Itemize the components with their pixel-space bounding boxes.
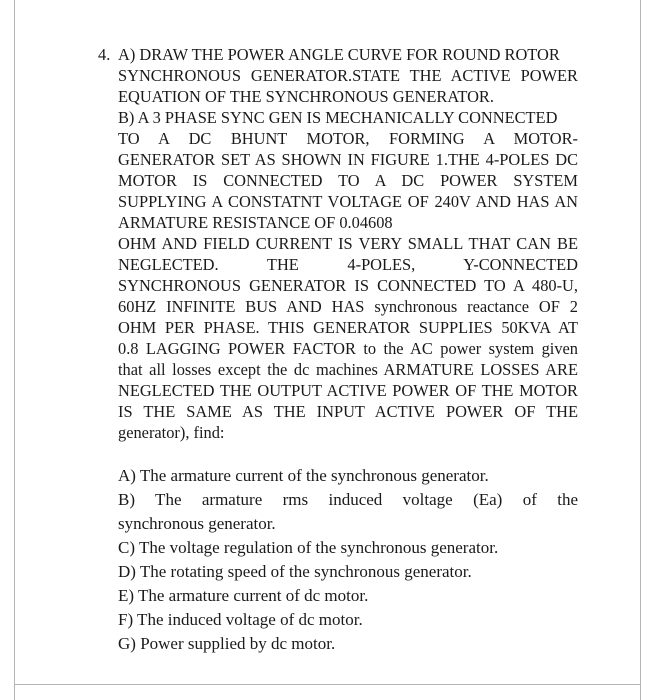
subquestion-f: F) The induced voltage of dc motor. <box>118 610 363 629</box>
subquestion-a: A) The armature current of the synchronous generator. <box>118 466 489 485</box>
question-line: SUPPLYING A CONSTATNT VOLTAGE OF 240V AND HAS AN <box>118 192 578 211</box>
question-line: OHM AND FIELD CURRENT IS VERY SMALL THAT CAN BE <box>118 234 578 253</box>
subquestion-b-continued: synchronous generator. <box>118 514 276 533</box>
page-border-bottom <box>14 684 641 685</box>
question-line: B) A 3 PHASE SYNC GEN IS MECHANICALLY CONNECTED <box>118 108 558 127</box>
question-line: EQUATION OF THE SYNCHRONOUS GENERATOR. <box>118 87 494 106</box>
question-line: generator), find: <box>118 423 225 442</box>
question-body <box>118 44 578 656</box>
question-number: 4. <box>98 45 111 64</box>
question-line: ARMATURE RESISTANCE OF 0.04608 <box>118 213 393 232</box>
question-line: GENERATOR SET AS SHOWN IN FIGURE 1.THE 4-POLES DC <box>118 150 578 169</box>
subquestion-d: D) The rotating speed of the synchronous generator. <box>118 562 472 581</box>
page-border-right <box>640 0 641 700</box>
question-line: A) DRAW THE POWER ANGLE CURVE FOR ROUND ROTOR <box>118 45 560 64</box>
subquestion-c: C) The voltage regulation of the synchronous generator. <box>118 538 499 557</box>
question-line: MOTOR IS CONNECTED TO A DC POWER SYSTEM <box>118 171 578 190</box>
subquestion-b: B) The armature rms induced voltage (Ea) of the <box>118 490 578 509</box>
subquestion-g: G) Power supplied by dc motor. <box>118 634 336 653</box>
question-line: that all losses except the dc machines ARMATURE LOSSES ARE <box>118 360 578 379</box>
page-border-left <box>14 0 15 700</box>
question-line: IS THE SAME AS THE INPUT ACTIVE POWER OF THE <box>118 402 578 421</box>
paragraph-gap <box>118 443 578 464</box>
subquestion-e: E) The armature current of dc motor. <box>118 586 369 605</box>
question-line: 60HZ INFINITE BUS AND HAS synchronous reactance OF 2 <box>118 297 578 316</box>
question-line: NEGLECTED. THE 4-POLES, Y-CONNECTED <box>118 255 578 274</box>
question-line: 0.8 LAGGING POWER FACTOR to the AC power system given <box>118 339 578 358</box>
question-line: OHM PER PHASE. THIS GENERATOR SUPPLIES 50KVA AT <box>118 318 578 337</box>
question-line: TO A DC BHUNT MOTOR, FORMING A MOTOR- <box>118 129 578 148</box>
question-line: NEGLECTED THE OUTPUT ACTIVE POWER OF THE MOTOR <box>118 381 578 400</box>
question-line: SYNCHRONOUS GENERATOR.STATE THE ACTIVE POWER <box>118 66 578 85</box>
question-line: SYNCHRONOUS GENERATOR IS CONNECTED TO A 480-U, <box>118 276 578 295</box>
